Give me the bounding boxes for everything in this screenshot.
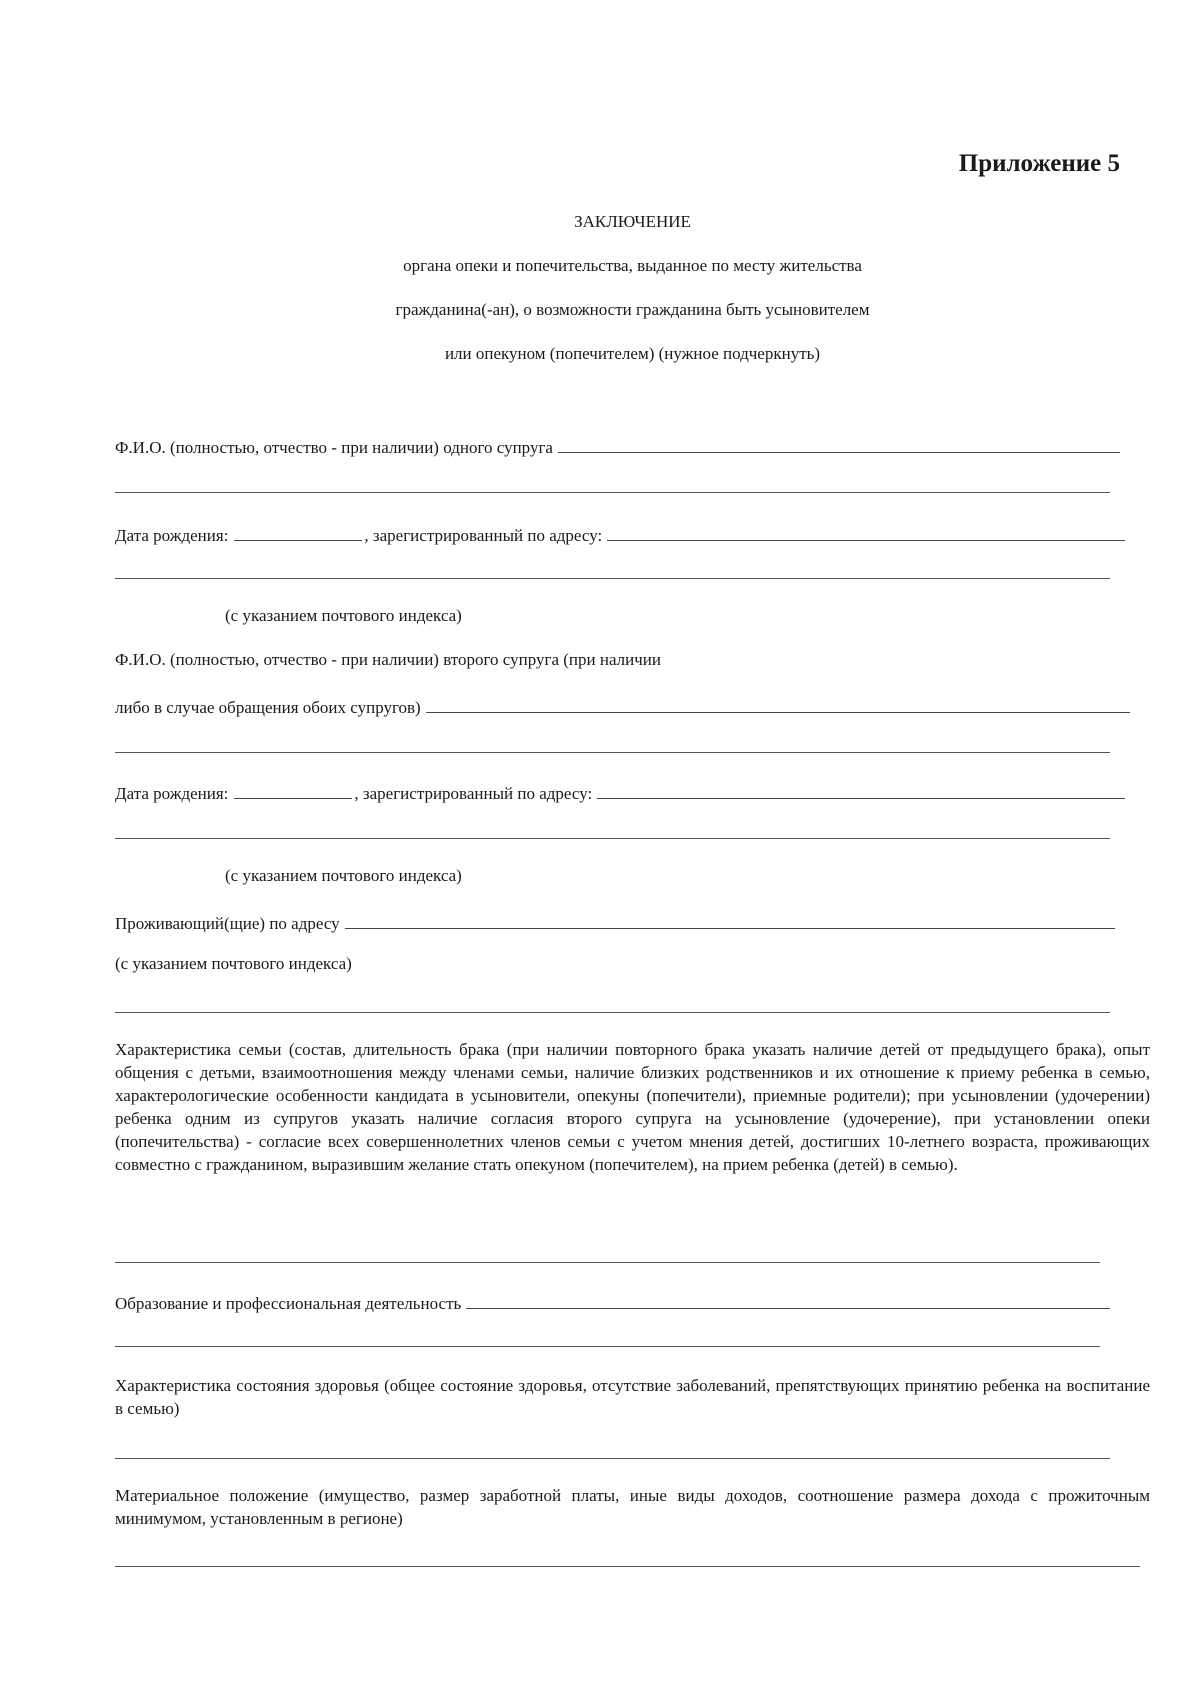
spouse2-address-label: , зарегистрированный по адресу: <box>354 784 593 803</box>
spouse1-address-field-continued[interactable] <box>115 578 1110 579</box>
education-field-continued[interactable] <box>115 1346 1100 1347</box>
spouse1-address-field[interactable] <box>607 522 1125 541</box>
financial-status-text: Материальное положение (имущество, размер заработной платы, иные виды доходов, соотношение размера дохода с прожиточным минимумом, установленным в регионе) <box>115 1486 1150 1528</box>
spouse2-fio-label-line-2: либо в случае обращения обоих супругов) <box>115 698 421 717</box>
spouse2-address-field[interactable] <box>597 780 1125 799</box>
health-characteristics-field[interactable] <box>115 1458 1110 1459</box>
spouse2-fio-field[interactable] <box>426 694 1130 713</box>
appendix-number: Приложение 5 <box>958 150 1120 177</box>
spouse2-postal-note: (с указанием почтового индекса) <box>225 866 462 885</box>
spouse1-fio-field[interactable] <box>558 434 1120 453</box>
subtitle-line-3: или опекуном (попечителем) (нужное подчеркнуть) <box>444 344 821 363</box>
financial-status-field[interactable] <box>115 1566 1140 1567</box>
spouse2-fio-field-continued[interactable] <box>115 752 1110 753</box>
family-characteristics-text: Характеристика семьи (состав, длительность брака (при наличии повторного брака указать наличие детей от предыдущего брака), опыт общения с детьми, взаимоотношения между членами семьи, наличие близких родственников и их отношение к приему ребенка в семью, характерологические особенности кандидата в усыновители, опекуны (попечители), приемные родители); при усыновлении (удочерении) ребенка одним из супругов указать наличие согласия второго супруга на усыновление (удочерение), при установлении опеки (попечительства) - согласие всех совершеннолетних членов семьи с учетом мнения детей, достигших 10-летнего возраста, проживающих совместно с гражданином, выразившим желание стать опекуном (попечителем), на прием ребенка (детей) в семью). <box>115 1040 1150 1174</box>
residence-postal-note: (с указанием почтового индекса) <box>115 954 352 973</box>
spouse2-dob-row <box>115 780 1125 804</box>
spouse1-postal-note: (с указанием почтового индекса) <box>225 606 462 625</box>
spouse2-dob-label: Дата рождения: <box>115 784 229 803</box>
spouse1-fio-label: Ф.И.О. (полностью, отчество - при наличии) одного супруга <box>115 438 553 457</box>
spouse2-fio-row <box>115 694 1130 718</box>
document-title: ЗАКЛЮЧЕНИЕ <box>574 212 691 231</box>
residence-row <box>115 910 1115 934</box>
spouse2-fio-label-line-1: Ф.И.О. (полностью, отчество - при наличии) второго супруга (при наличии <box>115 650 661 669</box>
spouse1-fio-row <box>115 434 1120 458</box>
spouse2-dob-field[interactable] <box>234 780 352 799</box>
spouse2-address-field-continued[interactable] <box>115 838 1110 839</box>
family-characteristics-field[interactable] <box>115 1262 1100 1263</box>
education-field[interactable] <box>466 1290 1110 1309</box>
health-characteristics-text: Характеристика состояния здоровья (общее состояние здоровья, отсутствие заболеваний, препятствующих принятию ребенка на воспитание в семью) <box>115 1376 1150 1418</box>
residence-label: Проживающий(щие) по адресу <box>115 914 340 933</box>
subtitle-line-1: органа опеки и попечительства, выданное по месту жительства <box>403 256 862 275</box>
spouse1-dob-label: Дата рождения: <box>115 526 229 545</box>
spouse1-address-label: , зарегистрированный по адресу: <box>364 526 603 545</box>
residence-field-continued[interactable] <box>115 1012 1110 1013</box>
education-row <box>115 1290 1110 1314</box>
spouse1-fio-field-continued[interactable] <box>115 492 1110 493</box>
residence-field[interactable] <box>345 910 1115 929</box>
spouse1-dob-row <box>115 522 1125 546</box>
subtitle-line-2: гражданина(-ан), о возможности гражданина быть усыновителем <box>395 300 870 319</box>
education-label: Образование и профессиональная деятельность <box>115 1294 462 1313</box>
spouse1-dob-field[interactable] <box>234 522 362 541</box>
